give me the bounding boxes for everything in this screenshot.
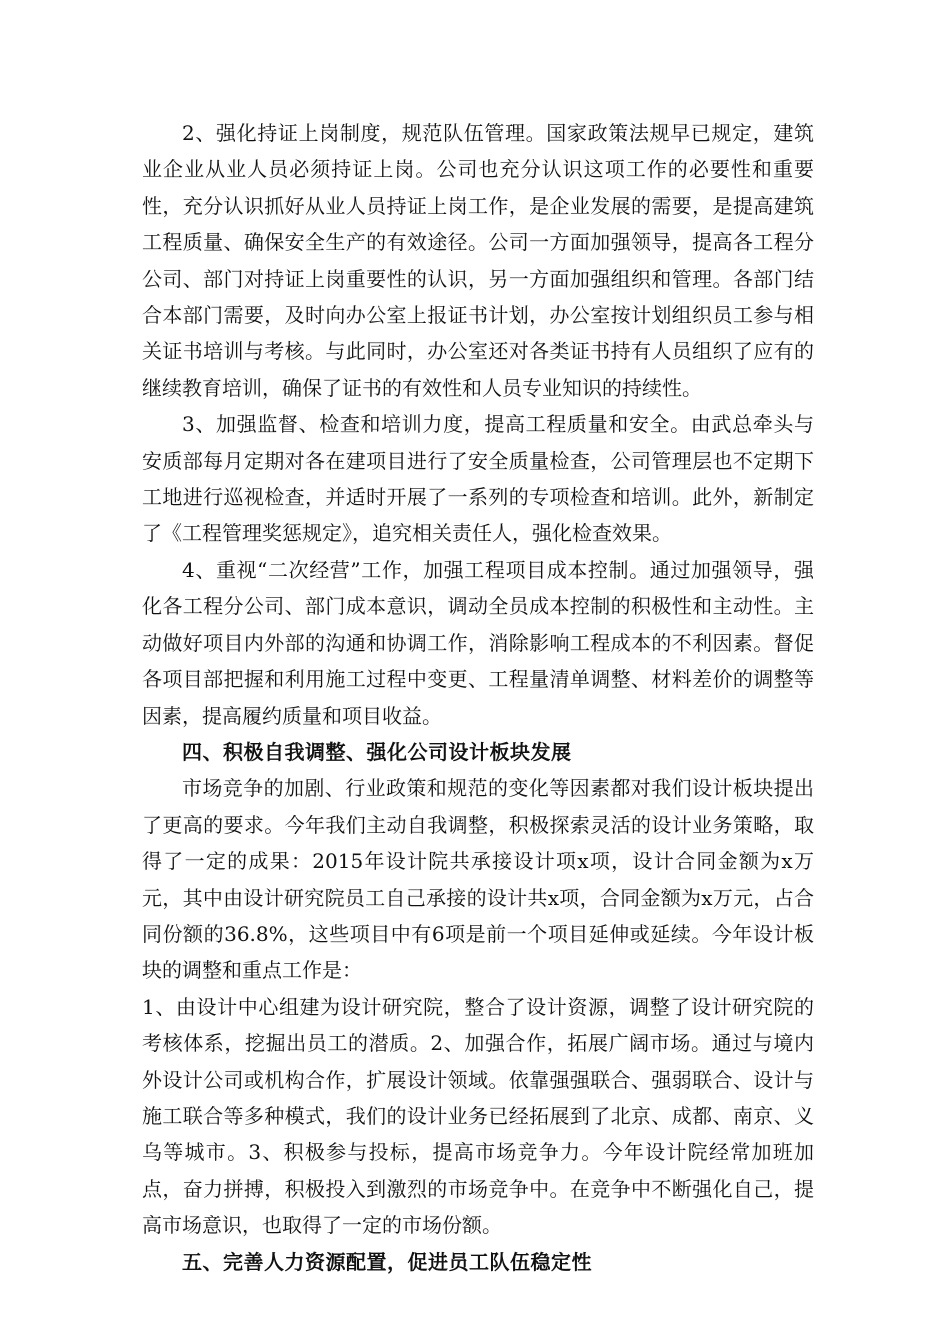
paragraph-design-results: 市场竞争的加剧、行业政策和规范的变化等因素都对我们设计板块提出了更高的要求。今年我们主动自我调整，积极探索灵活的设计业务策略，取得了一定的成果：2015年设计院共承接设计项x项，设计合同金额为x万元，其中由设计研究院员工自己承接的设计共x项，合同金额为x万元，占合同份额的36.8%，这些项目中有6项是前一个项目延伸或延续。今年设计板块的调整和重点工作是： (142, 776, 814, 983)
paragraph-design-work: 1、由设计中心组建为设计研究院，整合了设计资源，调整了设计研究院的考核体系，挖掘出员工的潜质。2、加强合作，拓展广阔市场。通过与境内外设计公司或机构合作，扩展设计领域。依靠强强联合、强弱联合、设计与施工联合等多种模式，我们的设计业务已经拓展到了北京、成都、南京、义乌等城市。3、积极参与投标，提高市场竞争力。今年设计院经常加班加点，奋力拼搏，积极投入到激烈的市场竞争中。在竞争中不断强化自己，提高市场意识，也取得了一定的市场份额。 (142, 994, 814, 1238)
document-body (142, 115, 814, 1280)
paragraph-cost-control: 4、重视“二次经营”工作，加强工程项目成本控制。通过加强领导，强化各工程分公司、部门成本意识，调动全员成本控制的积极性和主动性。主动做好项目内外部的沟通和协调工作，消除影响工程成本的不利因素。督促各项目部把握和利用施工过程中变更、工程量清单调整、材料差价的调整等因素，提高履约质量和项目收益。 (142, 557, 814, 728)
paragraph-supervision: 3、加强监督、检查和培训力度，提高工程质量和安全。由武总牵头与安质部每月定期对各在建项目进行了安全质量检查，公司管理层也不定期下工地进行巡视检查，并适时开展了一系列的专项检查和培训。此外，新制定了《工程管理奖惩规定》，追究相关责任人，强化检查效果。 (142, 412, 814, 546)
paragraph-certification: 2、强化持证上岗制度，规范队伍管理。国家政策法规早已规定，建筑业企业从业人员必须持证上岗。公司也充分认识这项工作的必要性和重要性，充分认识抓好从业人员持证上岗工作，是企业发展的需要，是提高建筑工程质量、确保安全生产的有效途径。公司一方面加强领导，提高各工程分公司、部门对持证上岗重要性的认识，另一方面加强组织和管理。各部门结合本部门需要，及时向办公室上报证书计划，办公室按计划组织员工参与相关证书培训与考核。与此同时，办公室还对各类证书持有人员组织了应有的继续教育培训，确保了证书的有效性和人员专业知识的持续性。 (142, 121, 814, 400)
section-heading-design: 四、积极自我调整、强化公司设计板块发展 (182, 739, 572, 764)
section-heading-hr: 五、完善人力资源配置，促进员工队伍稳定性 (182, 1249, 592, 1274)
